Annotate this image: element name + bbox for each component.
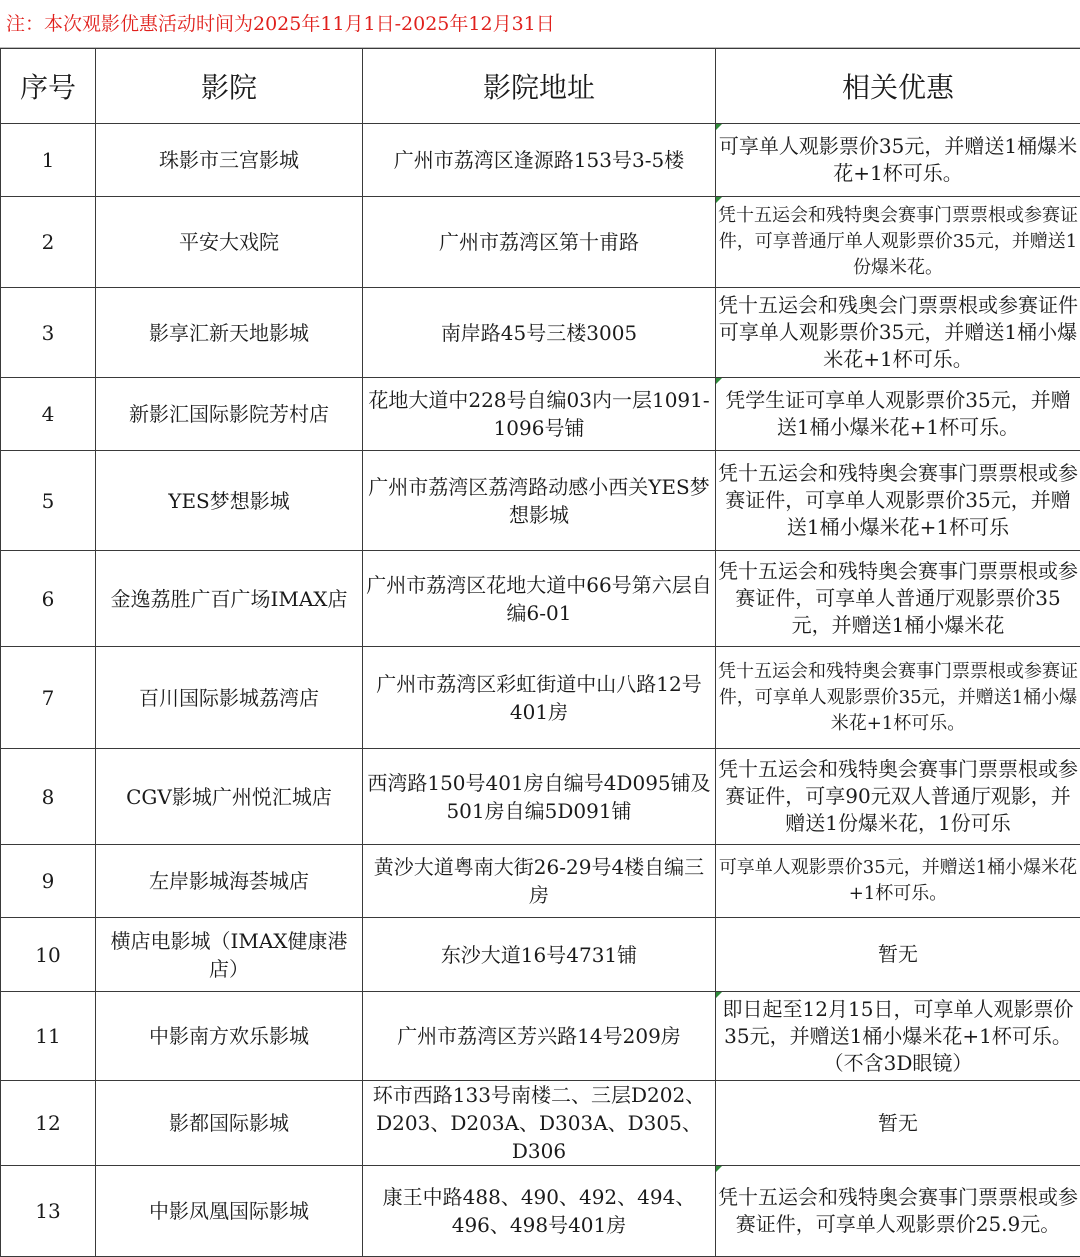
row-benefit: 凭十五运会和残特奥会赛事门票票根或参赛证件，可享90元双人普通厅观影，并赠送1份爆米花，1份可乐 — [716, 749, 1080, 845]
table-row — [1, 197, 1080, 288]
row-no: 2 — [1, 197, 96, 288]
header-no: 序号 — [1, 49, 96, 124]
table-row — [1, 918, 1080, 992]
table-row — [1, 992, 1080, 1081]
table-row — [1, 845, 1080, 918]
row-address: 花地大道中228号自编03内一层1091-1096号铺 — [363, 378, 716, 451]
row-cinema: 百川国际影城荔湾店 — [96, 647, 363, 749]
header-address: 影院地址 — [363, 49, 716, 124]
row-cinema: 左岸影城海荟城店 — [96, 845, 363, 918]
row-address: 广州市荔湾区芳兴路14号209房 — [363, 992, 716, 1081]
row-benefit: 暂无 — [716, 1081, 1080, 1166]
row-address: 广州市荔湾区第十甫路 — [363, 197, 716, 288]
row-cinema: 新影汇国际影院芳村店 — [96, 378, 363, 451]
row-cinema: 横店电影城（IMAX健康港店） — [96, 918, 363, 992]
row-benefit: 凭十五运会和残特奥会赛事门票票根或参赛证件，可享单人观影票价35元，并赠送1桶小爆米花+1杯可乐 — [716, 451, 1080, 551]
row-benefit: 可享单人观影票价35元，并赠送1桶小爆米花+1杯可乐。 — [716, 845, 1080, 918]
row-cinema: 珠影市三宫影城 — [96, 124, 363, 197]
row-no: 8 — [1, 749, 96, 845]
activity-note: 注：本次观影优惠活动时间为2025年11月1日-2025年12月31日 — [0, 0, 1080, 48]
table-row — [1, 124, 1080, 197]
row-address: 康王中路488、490、492、494、496、498号401房 — [363, 1166, 716, 1257]
row-address: 广州市荔湾区逢源路153号3-5楼 — [363, 124, 716, 197]
row-address: 黄沙大道粤南大街26-29号4楼自编三房 — [363, 845, 716, 918]
row-no: 9 — [1, 845, 96, 918]
row-no: 4 — [1, 378, 96, 451]
row-benefit: 即日起至12月15日，可享单人观影票价35元，并赠送1桶小爆米花+1杯可乐。（不含3D眼镜） — [716, 992, 1080, 1081]
row-no: 12 — [1, 1081, 96, 1166]
row-benefit: 凭十五运会和残特奥会赛事门票票根或参赛证件，可享单人普通厅观影票价35元，并赠送1桶小爆米花 — [716, 551, 1080, 647]
row-cinema: 平安大戏院 — [96, 197, 363, 288]
row-cinema: 中影凤凰国际影城 — [96, 1166, 363, 1257]
row-address: 西湾路150号401房自编号4D095铺及501房自编5D091铺 — [363, 749, 716, 845]
table-header-row — [1, 49, 1080, 124]
table-row — [1, 1081, 1080, 1166]
row-cinema: 影都国际影城 — [96, 1081, 363, 1166]
row-address: 广州市荔湾区彩虹街道中山八路12号401房 — [363, 647, 716, 749]
row-benefit: 可享单人观影票价35元，并赠送1桶爆米花+1杯可乐。 — [716, 124, 1080, 197]
row-cinema: CGV影城广州悦汇城店 — [96, 749, 363, 845]
row-benefit: 凭学生证可享单人观影票价35元，并赠送1桶小爆米花+1杯可乐。 — [716, 378, 1080, 451]
row-benefit: 暂无 — [716, 918, 1080, 992]
row-address: 东沙大道16号4731铺 — [363, 918, 716, 992]
row-cinema: 金逸荔胜广百广场IMAX店 — [96, 551, 363, 647]
cinema-discount-table — [0, 48, 1080, 1257]
row-cinema: 中影南方欢乐影城 — [96, 992, 363, 1081]
row-address: 广州市荔湾区荔湾路动感小西关YES梦想影城 — [363, 451, 716, 551]
row-no: 1 — [1, 124, 96, 197]
row-address: 广州市荔湾区花地大道中66号第六层自编6-01 — [363, 551, 716, 647]
table-row — [1, 551, 1080, 647]
table-row — [1, 288, 1080, 378]
row-no: 11 — [1, 992, 96, 1081]
row-no: 7 — [1, 647, 96, 749]
row-no: 6 — [1, 551, 96, 647]
row-no: 10 — [1, 918, 96, 992]
table-row — [1, 1166, 1080, 1257]
header-benefit: 相关优惠 — [716, 49, 1080, 124]
row-address: 南岸路45号三楼3005 — [363, 288, 716, 378]
table-row — [1, 451, 1080, 551]
row-cinema: 影享汇新天地影城 — [96, 288, 363, 378]
table-row — [1, 647, 1080, 749]
row-benefit: 凭十五运会和残特奥会赛事门票票根或参赛证件，可享普通厅单人观影票价35元，并赠送1份爆米花。 — [716, 197, 1080, 288]
row-no: 13 — [1, 1166, 96, 1257]
header-cinema: 影院 — [96, 49, 363, 124]
table-row — [1, 378, 1080, 451]
table-row — [1, 749, 1080, 845]
row-cinema: YES梦想影城 — [96, 451, 363, 551]
row-no: 3 — [1, 288, 96, 378]
row-benefit: 凭十五运会和残特奥会赛事门票票根或参赛证件，可享单人观影票价35元，并赠送1桶小爆米花+1杯可乐。 — [716, 647, 1080, 749]
row-no: 5 — [1, 451, 96, 551]
row-benefit: 凭十五运会和残奥会门票票根或参赛证件可享单人观影票价35元，并赠送1桶小爆米花+1杯可乐。 — [716, 288, 1080, 378]
row-address: 环市西路133号南楼二、三层D202、D203、D203A、D303A、D305、D306 — [363, 1081, 716, 1166]
row-benefit: 凭十五运会和残特奥会赛事门票票根或参赛证件，可享单人观影票价25.9元。 — [716, 1166, 1080, 1257]
